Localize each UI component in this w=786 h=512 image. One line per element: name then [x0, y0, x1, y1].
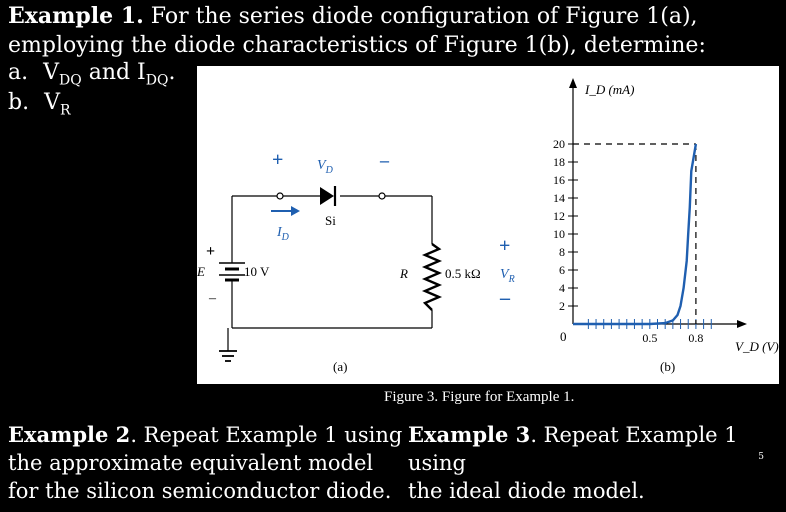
figure-caption: Figure 3. Figure for Example 1. [384, 389, 575, 405]
item-a [8, 60, 175, 88]
example3-heading: Example 3 [408, 422, 531, 447]
y-tick-label-16: 16 [553, 173, 565, 187]
item-a-i-sub: DQ [145, 72, 169, 89]
y-tick-label-4: 4 [559, 281, 565, 295]
example2-line3: for the silicon semiconductor diode. [8, 479, 392, 503]
id-label-sub: D [281, 232, 289, 243]
figure-svg [197, 66, 779, 384]
vr-label [500, 267, 515, 285]
y-tick-label-18: 18 [553, 155, 565, 169]
vr-label-main: V [500, 267, 509, 282]
example2-text [8, 421, 402, 505]
x-axis-label: V_D (V) [735, 339, 779, 354]
iv-curve-series [573, 144, 696, 324]
source-label: E [197, 264, 205, 279]
example3-line2: the ideal diode model. [408, 479, 645, 503]
plus-vr: + [499, 235, 511, 257]
battery-icon [219, 263, 245, 280]
example1-line2: employing the diode characteristics of Figure 1(b), determine: [8, 33, 706, 58]
diode-characteristic-chart [553, 78, 779, 374]
item-a-v: V [43, 60, 59, 85]
diode-icon [320, 187, 334, 205]
plus-diode: + [272, 149, 284, 171]
minus-diode: – [380, 150, 389, 170]
vd-label-main: V [317, 158, 326, 173]
item-b-v-sub: R [59, 102, 71, 119]
minus-source: – [209, 291, 216, 306]
vd-label-sub: D [325, 165, 333, 176]
example1-heading: Example 1. [8, 3, 144, 29]
y-axis-label: I_D (mA) [585, 82, 635, 97]
item-a-v-sub: DQ [59, 72, 82, 89]
figure-panel [197, 66, 779, 384]
example2-heading: Example 2 [8, 422, 131, 447]
example3-line1: . Repeat Example 1 using [408, 423, 738, 475]
y-tick-label-14: 14 [553, 191, 565, 205]
example1-line1: For the series diode configuration of Figure 1(a), [143, 4, 698, 29]
y-axis-arrow-icon [569, 78, 577, 88]
subcaption-a: (a) [333, 359, 348, 374]
source-value: 10 V [244, 264, 270, 279]
example2-line1: . Repeat Example 1 using [130, 423, 403, 447]
resistor-icon [425, 244, 439, 310]
terminal-right [379, 193, 385, 199]
item-b [8, 90, 71, 118]
x-axis-arrow-icon [737, 320, 747, 328]
y-tick-label-6: 6 [559, 263, 565, 277]
example3-text [408, 421, 786, 505]
terminal-left [277, 193, 283, 199]
item-a-end: . [168, 60, 176, 85]
vr-label-sub: R [508, 274, 515, 285]
x-tick-label-0.5: 0.5 [642, 331, 658, 345]
plus-source: + [206, 243, 216, 260]
minus-vr: – [500, 287, 510, 309]
id-label [276, 225, 290, 243]
origin-label: 0 [560, 329, 567, 344]
y-tick-label-10: 10 [553, 227, 565, 241]
y-tick-label-2: 2 [559, 299, 565, 313]
y-tick-label-12: 12 [553, 209, 565, 223]
ground-icon [219, 351, 237, 361]
page-number: 5 [758, 452, 764, 462]
subcaption-b: (b) [660, 359, 676, 374]
item-b-prefix: b. [8, 90, 30, 115]
resistor-value: 0.5 kΩ [445, 266, 481, 281]
x-tick-label-0.8: 0.8 [688, 331, 704, 345]
y-tick-label-8: 8 [559, 245, 565, 259]
example1-text [8, 2, 706, 60]
current-arrow-icon [271, 206, 300, 216]
diode-type: Si [325, 213, 336, 228]
y-tick-label-20: 20 [553, 137, 565, 151]
example2-line2: the approximate equivalent model [8, 451, 374, 475]
item-a-and: and I [81, 60, 146, 85]
item-a-prefix: a. [8, 60, 29, 85]
vd-label [317, 158, 334, 176]
resistor-label: R [400, 266, 408, 281]
id-label-main: I [277, 225, 282, 240]
item-b-v: V [44, 90, 60, 115]
